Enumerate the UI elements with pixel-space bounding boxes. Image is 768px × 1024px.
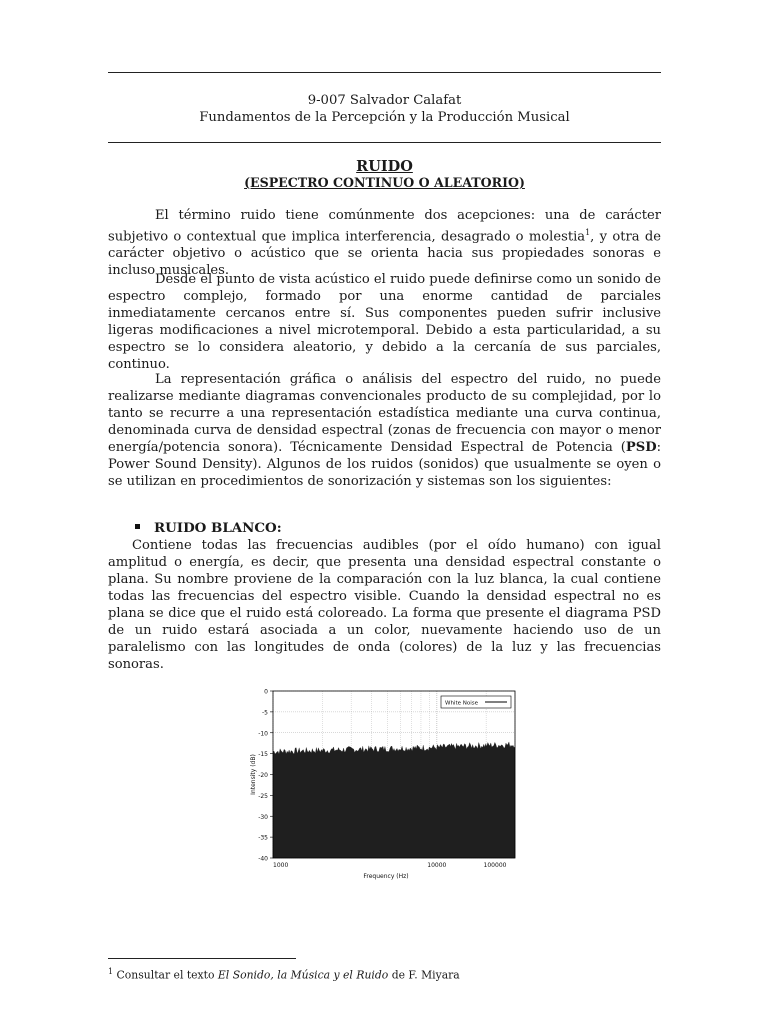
y-tick-label: -35: [258, 834, 268, 842]
footnote-ref: 1: [585, 228, 591, 237]
title-sub: (ESPECTRO CONTINUO O ALEATORIO): [244, 175, 525, 190]
bullet-square-icon: [135, 524, 140, 529]
header-top-rule: [108, 72, 661, 73]
x-axis-label: Frequency (Hz): [363, 873, 409, 880]
paragraph-3: La representación gráfica o análisis del espectro del ruido, no puede realizarse mediante diagramas convencionales producto de su complejidad, por lo tanto se recurre a una representación estadística mediante una curva continua, denominada curva de densidad espectral (zonas de frecuencia con mayor o menor energía/potencia sonora). Técnicamente Densidad Espectral de Potencia (PSD: Power Sound Density). Algunos de los ruidos (sonidos) que usualmente se oyen o se utilizan en procedimientos de sonorización y sistemas son los siguientes:: [108, 372, 661, 489]
y-tick-label: -20: [258, 772, 268, 779]
y-tick-label: -15: [258, 751, 268, 759]
series-white-noise-area: [273, 742, 515, 858]
psd-chart: [243, 686, 523, 886]
document-header: [108, 92, 661, 126]
y-tick-label: -30: [258, 813, 268, 821]
y-tick-label: -25: [258, 792, 268, 800]
footnote-rule: [108, 958, 296, 959]
y-axis-label: Intensity (dB): [250, 754, 257, 795]
section-title: [108, 158, 661, 190]
y-tick-label: -5: [262, 709, 268, 717]
header-course-code: 9-007 Salvador Calafat: [307, 93, 462, 108]
legend-label: White Noise: [445, 700, 478, 707]
footnote: $^1$ Consultar el texto El Sonido, la Música y el Ruido de F. Miyara: [108, 967, 460, 982]
x-tick-label: 100000: [483, 862, 507, 869]
section-heading-white-noise: RUIDO BLANCO:: [135, 520, 282, 537]
paragraph-white-noise: Contiene todas las frecuencias audibles (por el oído humano) con igual amplitud o energía, es decir, que presenta una densidad espectral constante o plana. Su nombre proviene de la comparación con la luz blanca, la cual contiene todas las frecuencias del espectro visible. Cuando la densidad espectral no es plana se dice que el ruido está coloreado. La forma que presente el diagrama PSD de un ruido estará asociada a un color, nuevamente haciendo uso de un paralelismo con las longitudes de onda (colores) de la luz y las frecuencias sonoras.: [108, 538, 661, 672]
paragraph-2: Desde el punto de vista acústico el ruido puede definirse como un sonido de espectro complejo, formado por una enorme cantidad de parciales inmediatamente cercanos entre sí. Sus componentes pueden sufrir inclusive ligeras modificaciones a nivel microtemporal. Debido a esta particularidad, a su espectro se lo considera aleatorio, y debido a la cercanía de sus parciales, continuo.: [108, 272, 661, 372]
x-tick-label: 1000: [273, 862, 289, 869]
y-tick-label: -40: [258, 855, 268, 863]
paragraph-1: El término ruido tiene comúnmente dos acepciones: una de carácter subjetivo o contextual que implica interferencia, desagrado o molestia$^1$, y otra de carácter objetivo o acústico que se orienta hacia sus propiedades sonoras e incluso musicales.: [108, 208, 661, 279]
y-tick-label: -10: [258, 730, 268, 738]
x-tick-label: 10000: [427, 862, 447, 869]
y-tick-label: 0: [264, 688, 268, 696]
header-course-name: Fundamentos de la Percepción y la Producción Musical: [199, 110, 570, 125]
header-bottom-rule: [108, 142, 661, 143]
title-main: RUIDO: [356, 158, 413, 175]
